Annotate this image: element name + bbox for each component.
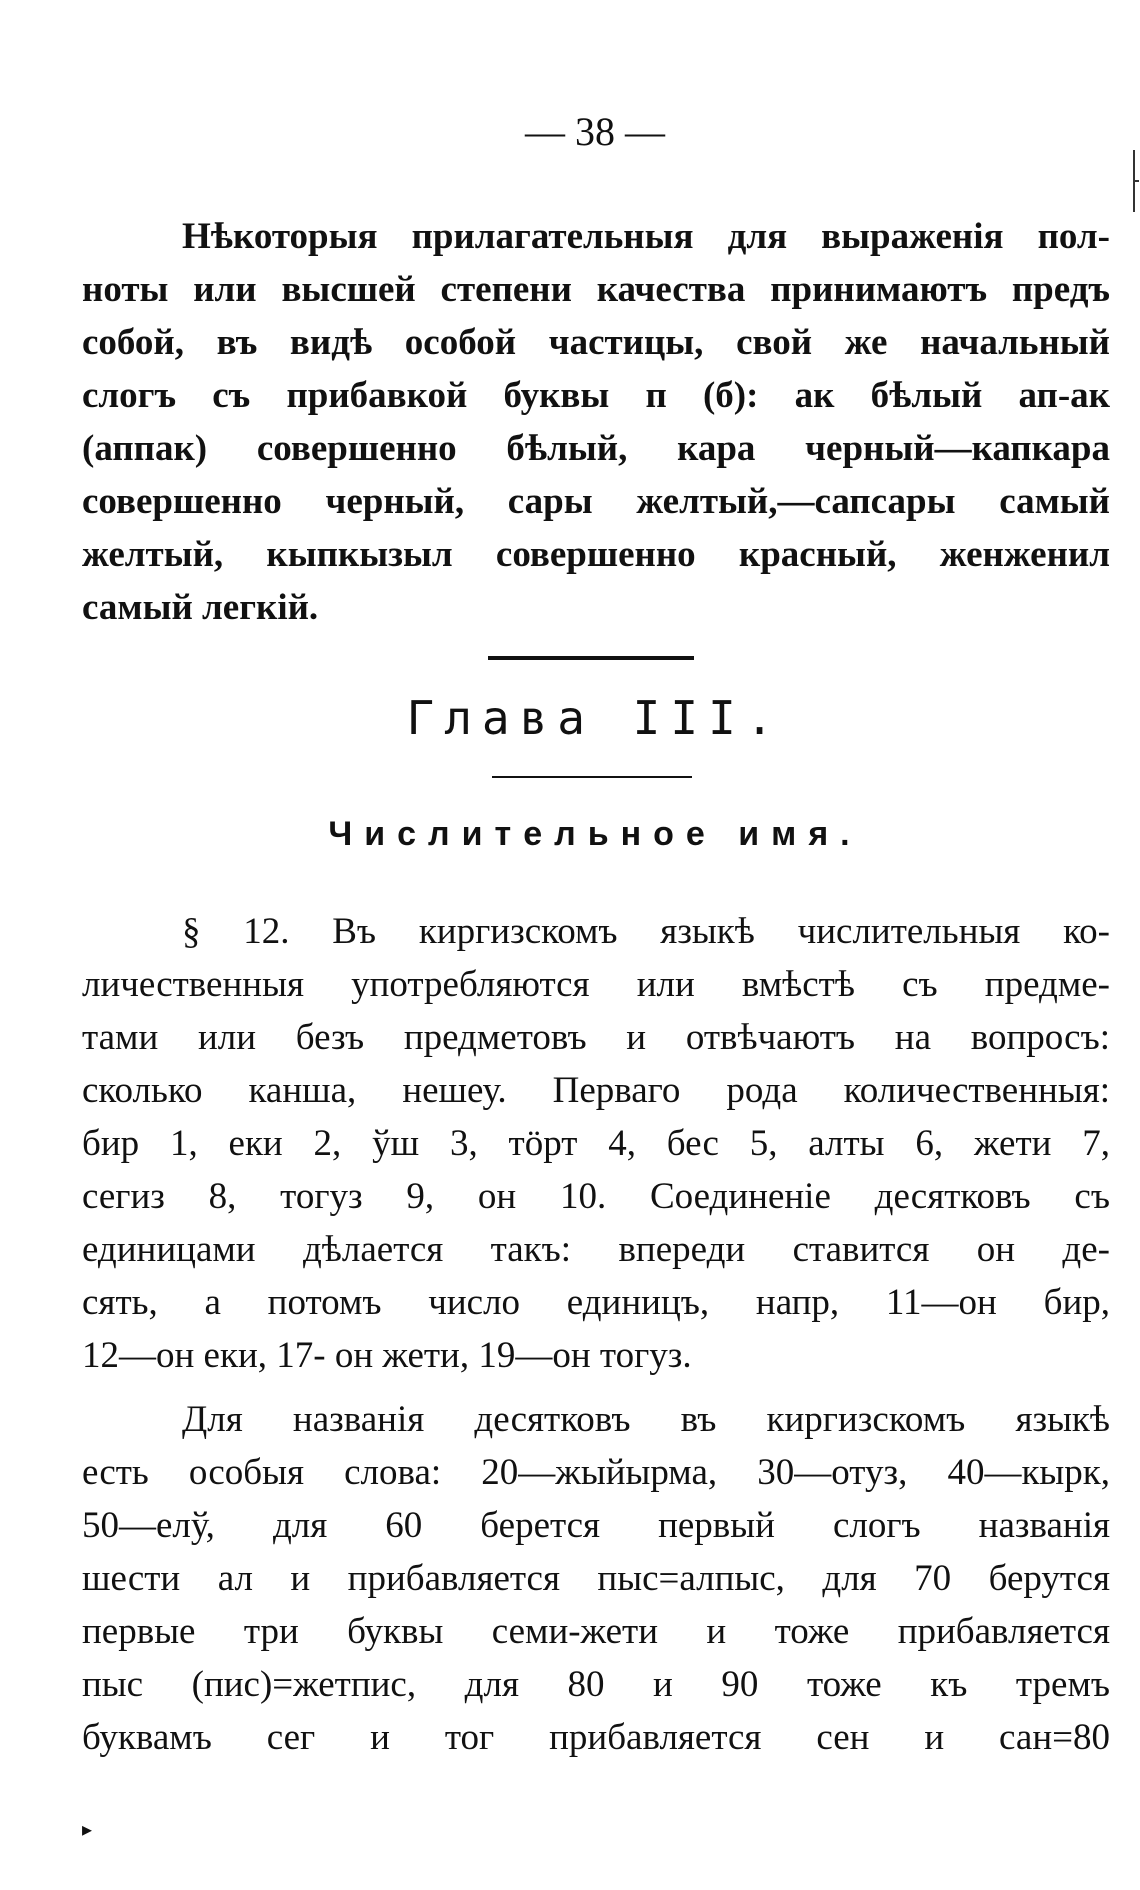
text-line: сколько канша, нешеу. Перваго рода количественныя: bbox=[82, 1070, 1110, 1111]
intro-paragraph bbox=[82, 210, 1110, 634]
page-number: — 38 — bbox=[525, 109, 665, 154]
corner-mark: ▸ bbox=[82, 1819, 93, 1841]
text-line: Для названія десятковъ въ киргизскомъ языкѣ bbox=[182, 1399, 1110, 1440]
text-line: 12—он еки, 17- он жети, 19—он тогуз. bbox=[82, 1335, 692, 1376]
text-line: самый легкій. bbox=[82, 587, 319, 628]
text-line: желтый, кыпкызыл совершенно красный, женженил bbox=[82, 534, 1110, 575]
text-line: есть особыя слова: 20—жыйырма, 30—отуз, 40—кырк, bbox=[82, 1452, 1110, 1493]
text-line: личественныя употребляются или вмѣстѣ съ предме- bbox=[82, 964, 1110, 1005]
text-line: сегиз 8, тогуз 9, он 10. Соединеніе десятковъ съ bbox=[82, 1176, 1110, 1217]
section-title: Числительное имя. bbox=[328, 815, 862, 853]
text-line: тами или безъ предметовъ и отвѣчаютъ на вопросъ: bbox=[82, 1017, 1110, 1058]
text-line: совершенно черный, сары желтый,—сапсары самый bbox=[82, 481, 1110, 522]
text-line: пыс (пис)=жетпис, для 80 и 90 тоже къ тремъ bbox=[82, 1664, 1110, 1705]
text-line: собой, въ видѣ особой частицы, свой же начальный bbox=[82, 322, 1110, 363]
text-line: (аппак) совершенно бѣлый, кара черный—капкара bbox=[82, 428, 1110, 469]
chapter-rule-bottom bbox=[492, 776, 692, 778]
tens-paragraph bbox=[82, 1393, 1110, 1764]
chapter-rule-top bbox=[488, 656, 694, 660]
text-line: первые три буквы семи-жети и тоже прибавляется bbox=[82, 1611, 1110, 1652]
text-line: буквамъ сег и тог прибавляется сен и сан=80 bbox=[82, 1717, 1110, 1758]
section-12-paragraph bbox=[82, 905, 1110, 1382]
text-line: § 12. Въ киргизскомъ языкѣ числительныя ко- bbox=[182, 911, 1110, 952]
text-line: бир 1, еки 2, ўш 3, тӧрт 4, бес 5, алты 6, жети 7, bbox=[82, 1123, 1110, 1164]
text-line: сять, а потомъ число единицъ, напр, 11—он бир, bbox=[82, 1282, 1110, 1323]
text-line: слогъ съ прибавкой буквы п (б): ак бѣлый ап-ак bbox=[82, 375, 1110, 416]
page-edge-dash bbox=[1135, 180, 1139, 182]
text-line: ноты или высшей степени качества принимаютъ предъ bbox=[82, 269, 1110, 310]
text-line: шести ал и прибавляется пыс=алпыс, для 70 берутся bbox=[82, 1558, 1110, 1599]
chapter-title: Глава III. bbox=[406, 691, 784, 745]
text-line: единицами дѣлается такъ: впереди ставится он де- bbox=[82, 1229, 1110, 1270]
text-line: 50—елў, для 60 берется первый слогъ названія bbox=[82, 1505, 1110, 1546]
text-line: Нѣкоторыя прилагательныя для выраженія пол- bbox=[182, 216, 1110, 257]
